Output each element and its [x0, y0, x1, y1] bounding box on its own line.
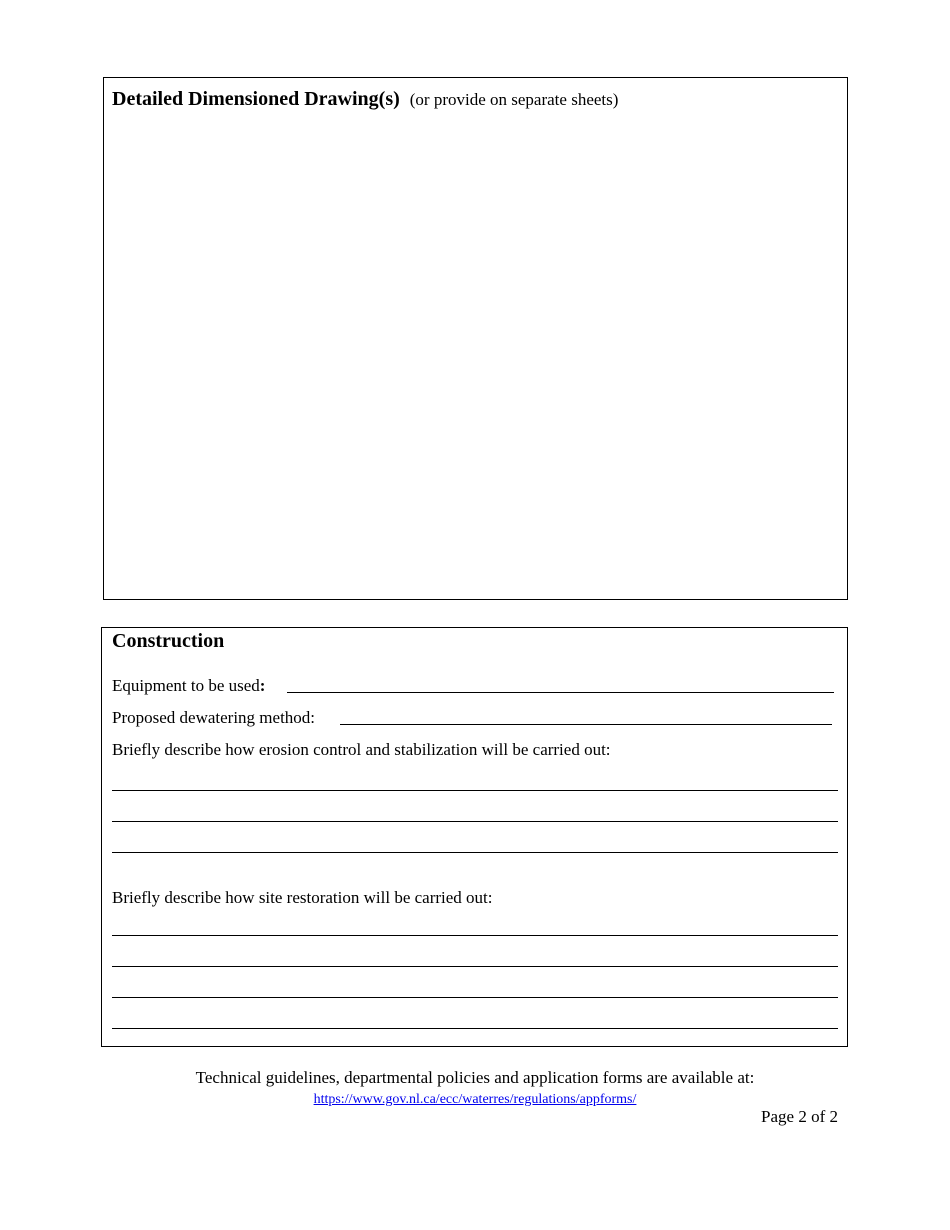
equipment-field[interactable]: [287, 692, 834, 693]
drawing-heading: [112, 88, 618, 111]
restoration-answer-line[interactable]: [112, 935, 838, 936]
drawing-section: [103, 77, 848, 600]
equipment-label: Equipment to be used: [112, 676, 260, 695]
erosion-prompt: Briefly describe how erosion control and stabilization will be carried out:: [112, 740, 611, 759]
drawing-note: (or provide on separate sheets): [409, 90, 619, 109]
restoration-answer-line[interactable]: [112, 1028, 838, 1029]
footer-link-row: [0, 1090, 950, 1108]
equipment-label-row: [112, 676, 265, 696]
construction-title: Construction: [112, 630, 225, 652]
dewatering-label: Proposed dewatering method:: [112, 708, 316, 727]
dewatering-field[interactable]: [340, 724, 832, 725]
drawing-title: Detailed Dimensioned Drawing(s): [112, 88, 400, 110]
page-number: Page 2 of 2: [761, 1107, 838, 1126]
restoration-answer-line[interactable]: [112, 966, 838, 967]
erosion-answer-line[interactable]: [112, 852, 838, 853]
appforms-link[interactable]: https://www.gov.nl.ca/ecc/waterres/regulations/appforms/: [313, 1092, 637, 1107]
restoration-prompt: Briefly describe how site restoration will be carried out:: [112, 888, 493, 907]
equipment-colon: :: [259, 676, 266, 695]
footer-text: Technical guidelines, departmental policies and application forms are available at:: [195, 1068, 755, 1087]
erosion-answer-line[interactable]: [112, 821, 838, 822]
erosion-answer-line[interactable]: [112, 790, 838, 791]
restoration-answer-line[interactable]: [112, 997, 838, 998]
